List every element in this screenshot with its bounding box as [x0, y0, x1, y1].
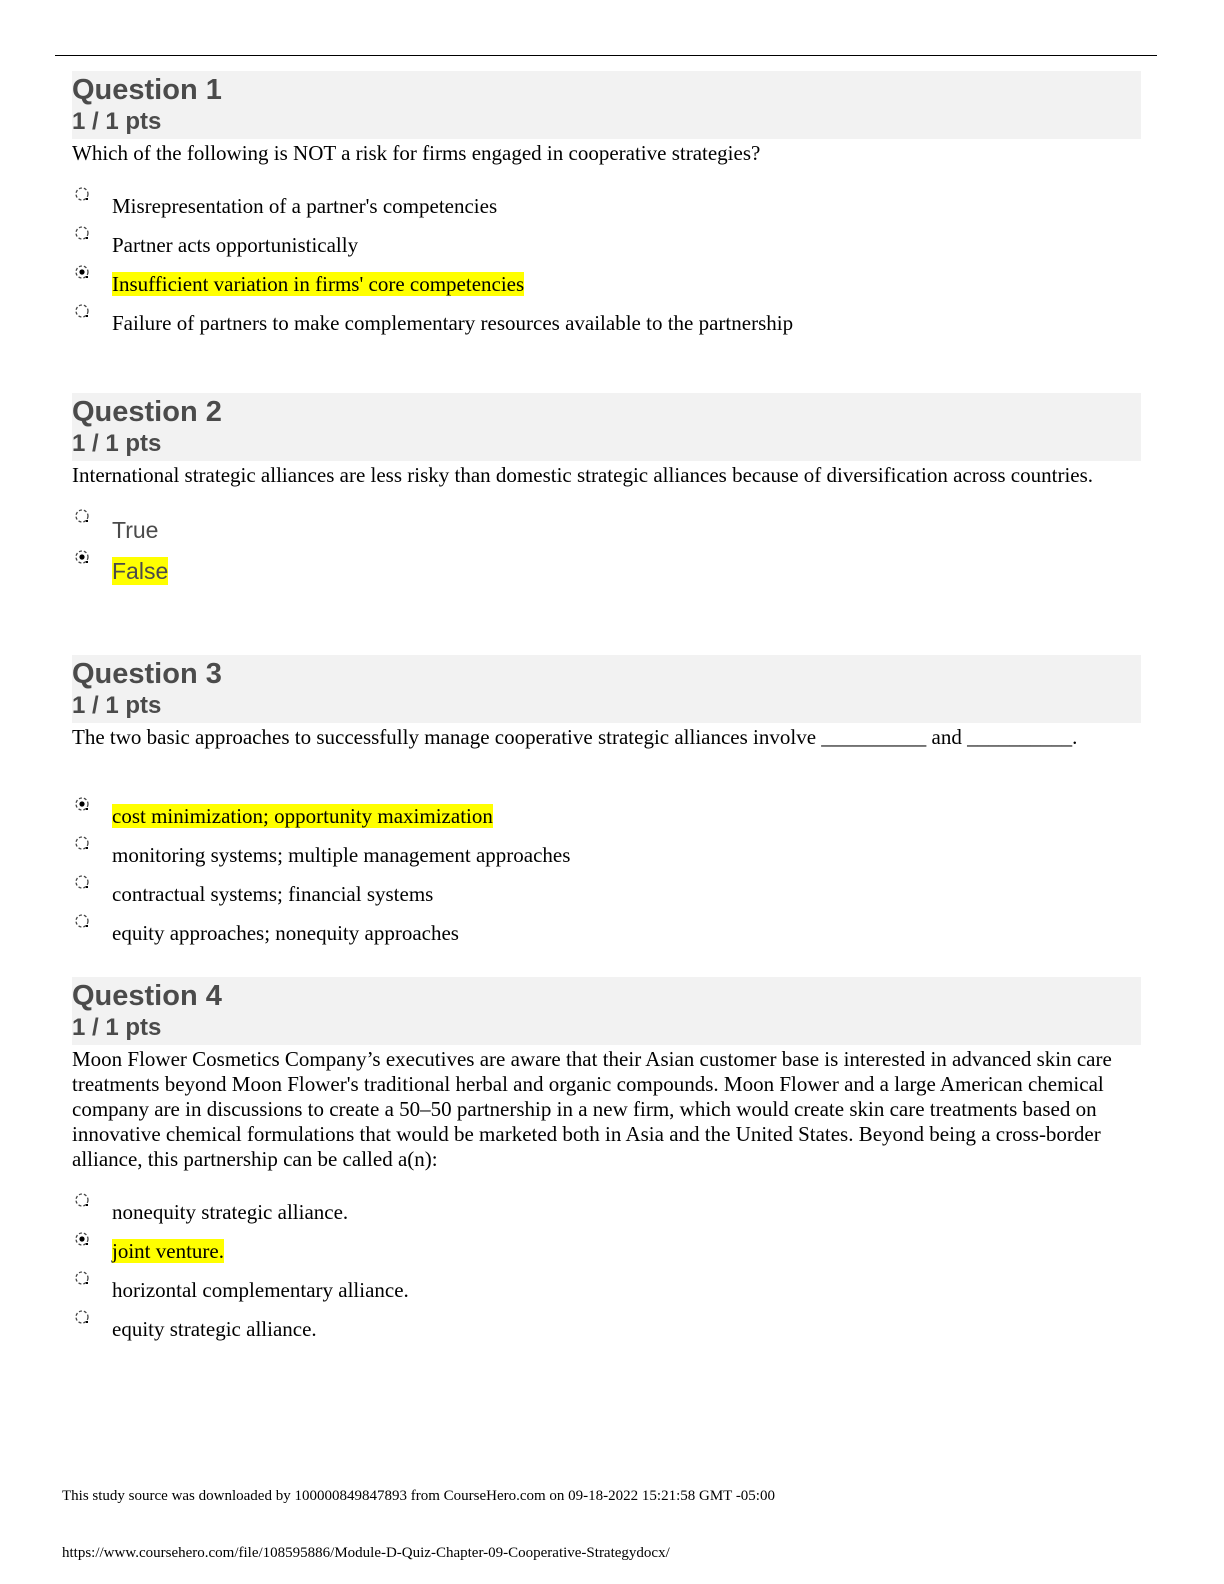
answer-label: horizontal complementary alliance.	[112, 1278, 409, 1302]
answer-list	[72, 186, 1141, 342]
question-title: Question 2	[72, 396, 222, 428]
radio-unselected-icon[interactable]	[74, 1270, 90, 1286]
answer-label: contractual systems; financial systems	[112, 882, 434, 906]
answer-list	[72, 796, 1141, 952]
answer-label: monitoring systems; multiple management approaches	[112, 843, 571, 867]
question-1	[72, 71, 1141, 342]
answer-label: Misrepresentation of a partner's competencies	[112, 194, 498, 218]
question-4	[72, 977, 1141, 1348]
answer-label: nonequity strategic alliance.	[112, 1200, 349, 1224]
answer-label-highlighted: Insufficient variation in firms' core competencies	[112, 272, 525, 296]
question-header	[72, 977, 1141, 1045]
answer-option[interactable]	[72, 874, 1141, 913]
radio-unselected-icon[interactable]	[74, 874, 90, 890]
radio-selected-icon[interactable]	[74, 1231, 90, 1247]
answer-label: equity strategic alliance.	[112, 1317, 317, 1341]
answer-label: True	[112, 517, 159, 543]
answer-label-highlighted: joint venture.	[112, 1239, 224, 1263]
answer-label: Partner acts opportunistically	[112, 233, 359, 257]
radio-selected-icon[interactable]	[74, 264, 90, 280]
answer-label-highlighted: False	[112, 558, 169, 584]
question-text: Which of the following is NOT a risk for firms engaged in cooperative strategies?	[72, 141, 761, 165]
question-header	[72, 393, 1141, 461]
radio-unselected-icon[interactable]	[74, 508, 90, 524]
answer-option[interactable]	[72, 225, 1141, 264]
answer-list	[72, 1192, 1141, 1348]
radio-unselected-icon[interactable]	[74, 1192, 90, 1208]
download-source-note: This study source was downloaded by 100000849847893 from CourseHero.com on 09-18-2022 15:21:58 GMT -05:00	[62, 1488, 775, 1504]
question-header	[72, 655, 1141, 723]
answer-option[interactable]	[72, 835, 1141, 874]
answer-option-selected[interactable]	[72, 1231, 1141, 1270]
question-text: Moon Flower Cosmetics Company’s executives are aware that their Asian customer base is interested in advanced skin care treatments beyond Moon Flower's traditional herbal and organic compounds. Moon Flower and a large American chemical company are in discussions to create a 50–50 partnership in a new firm, which would create skin care treatments based on innovative chemical formulations that would be marketed both in Asia and the United States. Beyond being a cross-border alliance, this partnership can be called a(n):	[72, 1047, 1112, 1171]
answer-option[interactable]	[72, 1270, 1141, 1309]
question-points: 1 / 1 pts	[72, 108, 162, 135]
radio-unselected-icon[interactable]	[74, 835, 90, 851]
question-title: Question 4	[72, 980, 222, 1012]
answer-option[interactable]	[72, 1192, 1141, 1231]
answer-label-highlighted: cost minimization; opportunity maximization	[112, 804, 493, 828]
question-2	[72, 393, 1141, 590]
question-points: 1 / 1 pts	[72, 692, 162, 719]
question-3	[72, 655, 1141, 952]
radio-unselected-icon[interactable]	[74, 186, 90, 202]
question-points: 1 / 1 pts	[72, 1014, 162, 1041]
question-text: International strategic alliances are less risky than domestic strategic alliances because of diversification across countries.	[72, 463, 1094, 487]
answer-option-selected[interactable]	[72, 796, 1141, 835]
question-title: Question 3	[72, 658, 222, 690]
source-url[interactable]: https://www.coursehero.com/file/108595886/Module-D-Quiz-Chapter-09-Cooperative-Strategydocx/	[62, 1545, 670, 1561]
radio-unselected-icon[interactable]	[74, 303, 90, 319]
answer-option[interactable]	[72, 913, 1141, 952]
answer-option[interactable]	[72, 303, 1141, 342]
radio-unselected-icon[interactable]	[74, 913, 90, 929]
question-text: The two basic approaches to successfully manage cooperative strategic alliances involve __________ and __________.	[72, 725, 1078, 749]
radio-selected-icon[interactable]	[74, 549, 90, 565]
answer-label: Failure of partners to make complementary resources available to the partnership	[112, 311, 794, 335]
answer-list	[72, 508, 1141, 590]
answer-label: equity approaches; nonequity approaches	[112, 921, 459, 945]
question-points: 1 / 1 pts	[72, 430, 162, 457]
answer-option-selected[interactable]	[72, 549, 1141, 590]
radio-unselected-icon[interactable]	[74, 225, 90, 241]
answer-option-selected[interactable]	[72, 264, 1141, 303]
question-header	[72, 71, 1141, 139]
answer-option[interactable]	[72, 186, 1141, 225]
answer-option[interactable]	[72, 1309, 1141, 1348]
radio-unselected-icon[interactable]	[74, 1309, 90, 1325]
top-rule	[55, 55, 1157, 56]
answer-option[interactable]	[72, 508, 1141, 549]
radio-selected-icon[interactable]	[74, 796, 90, 812]
question-title: Question 1	[72, 74, 222, 106]
